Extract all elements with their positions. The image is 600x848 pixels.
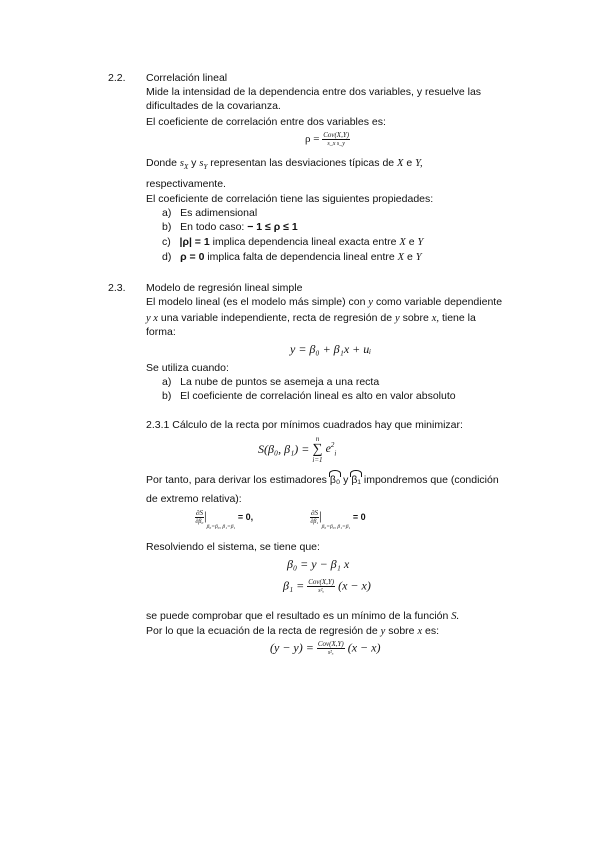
eq-denominator: s_x s_y [327, 141, 345, 147]
eq-lhs: (y − y) = [270, 640, 314, 655]
sigma-icon: ∑ [312, 442, 323, 457]
paragraph-line: Mide la intensidad de la dependencia entre dos variables, y resuelve las [146, 86, 482, 98]
deriv-den: ∂β₀ [195, 519, 204, 526]
sym: s [199, 158, 204, 169]
list-label: a) [162, 207, 172, 219]
text: El modelo lineal (es el modelo más simple) con [146, 296, 366, 308]
list-label: b) [162, 390, 172, 402]
sym: e [325, 441, 331, 456]
eq-numerator: Cov(X,Y) [308, 578, 335, 586]
math-x: y x [146, 313, 158, 324]
math-Y: Y, [415, 158, 423, 169]
eq-fraction [317, 640, 345, 657]
list-text: implica falta de dependencia lineal entre [207, 251, 395, 263]
eq-rhs: = 0, [237, 512, 254, 522]
list-label: d) [162, 251, 172, 263]
list-text: implica dependencia lineal exacta entre [212, 236, 397, 248]
math-Y: Y [417, 237, 424, 248]
sub: X [183, 163, 189, 172]
math-beta0-hat: β₀ [329, 474, 341, 486]
correlation-equation [305, 131, 350, 148]
math-s [199, 158, 208, 172]
paragraph-line: Resolviendo el sistema, se tiene que: [146, 541, 320, 553]
list-item [162, 221, 298, 234]
eval-bar: | [203, 508, 207, 523]
regression-line-equation [270, 640, 380, 657]
paragraph-line [146, 625, 439, 638]
text: una variable independiente, recta de regresión de [160, 312, 393, 324]
model-equation: y = β₀ + β₁x + uᵢ [290, 342, 372, 356]
text: e [406, 251, 413, 263]
sub: Y [203, 163, 208, 172]
eq-lhs: S(β₀, β₁) = [258, 442, 310, 456]
math-y: y [380, 626, 386, 637]
eq-rhs: (x − x) [347, 640, 381, 655]
list-math: − 1 ≤ ρ ≤ 1 [247, 221, 298, 233]
text: e [408, 236, 415, 248]
deriv-fraction [195, 509, 204, 526]
paragraph-line [146, 474, 499, 487]
sup: 2 [330, 441, 335, 450]
math-Y: Y [415, 252, 422, 263]
list-item [162, 236, 423, 249]
list-item [162, 376, 379, 389]
math-y: y [368, 297, 374, 308]
text: Donde [146, 157, 177, 169]
list-math: ρ = 0 [180, 251, 205, 263]
eval-sub: β₀=β₀, β₁=β₁ [321, 524, 351, 530]
math-y: y [394, 313, 400, 324]
paragraph-line: Se utiliza cuando: [146, 362, 229, 374]
eval-bar: | [318, 508, 322, 523]
paragraph-line: de extremo relativa): [146, 493, 242, 505]
paragraph-line [146, 157, 423, 174]
section-heading-2-3: Modelo de regresión lineal simple [146, 282, 303, 294]
text: Por lo que la ecuación de la recta de regresión de [146, 625, 378, 637]
paragraph-line: El coeficiente de correlación tiene las siguientes propiedades: [146, 193, 434, 205]
list-text: En todo caso: [180, 221, 245, 233]
list-label: b) [162, 221, 172, 233]
solution-beta1 [283, 578, 371, 595]
subsection-heading-2-3-1: 2.3.1 Cálculo de la recta por mínimos cuadrados hay que minimizar: [146, 419, 463, 431]
sum-symbol [312, 435, 322, 464]
list-item [162, 390, 456, 403]
eq-lhs: ρ = [305, 133, 320, 146]
eval-sub: β₀=β₀, β₁=β₁ [206, 524, 236, 530]
list-item [162, 251, 422, 264]
list-text: El coeficiente de correlación lineal es alto en valor absoluto [180, 390, 456, 402]
paragraph-line: El coeficiente de correlación entre dos variables es: [146, 116, 386, 128]
deriv-den: ∂β₁ [310, 519, 319, 526]
text: como variable dependiente [375, 296, 503, 308]
sym: s [179, 158, 184, 169]
text: representan las desviaciones típicas de [210, 157, 395, 169]
eq-fraction [307, 578, 335, 595]
list-text: La nube de puntos se asemeja a una recta [180, 376, 380, 388]
list-label: a) [162, 376, 172, 388]
section-number-2-3: 2.3. [108, 282, 126, 294]
math-x: x [417, 626, 423, 637]
text: sobre [388, 625, 415, 637]
sum-bottom: i=1 [312, 456, 323, 464]
math-beta1-hat: β₁ [351, 474, 361, 486]
eq-lhs: β₁ = [283, 578, 305, 593]
solution-beta0: β₀ = y − β₁ x [287, 557, 350, 571]
text: Por tanto, para derivar los estimadores [146, 474, 327, 486]
text: tiene la [441, 312, 476, 324]
text: y [191, 157, 197, 169]
eq-fraction [322, 131, 350, 148]
list-math: |ρ| = 1 [179, 236, 210, 248]
text: impondremos que (condición [363, 474, 499, 486]
text: se puede comprobar que el resultado es un mínimo de la función [146, 610, 449, 622]
math-S: S. [451, 611, 460, 622]
paragraph-line [146, 610, 459, 623]
eq-denominator: s²ₓ [327, 650, 334, 656]
deriv-num: ∂S [196, 509, 203, 518]
eq-numerator: Cov(X,Y) [323, 131, 350, 139]
text: y [343, 474, 349, 486]
sum-squares-equation [258, 435, 336, 464]
paragraph-line: forma: [146, 326, 176, 338]
list-item [162, 207, 257, 220]
text: sobre [402, 312, 429, 324]
sub: i [334, 449, 337, 458]
text: e [406, 157, 413, 169]
text: es: [425, 625, 440, 637]
eq-rhs: = 0 [352, 512, 366, 522]
paragraph-line: respectivamente. [146, 178, 226, 190]
math-X: X [397, 252, 405, 263]
math-X: X [399, 237, 406, 248]
deriv-fraction [310, 509, 319, 526]
paragraph-line [146, 312, 476, 325]
paragraph-line: dificultades de la covarianza. [146, 100, 281, 112]
eq-rhs: (x − x) [338, 578, 371, 593]
math-x: x, [431, 313, 440, 324]
eq-denominator: s²ₓ [318, 588, 325, 594]
eq-numerator: Cov(X,Y) [317, 640, 344, 648]
sum-top: n [315, 435, 320, 443]
list-text: Es adimensional [180, 207, 258, 219]
math-X: X [397, 158, 404, 169]
paragraph-line [146, 296, 502, 309]
section-heading-2-2: Correlación lineal [146, 72, 228, 84]
deriv-num: ∂S [311, 509, 318, 518]
math-s [179, 158, 189, 172]
section-number-2-2: 2.2. [108, 72, 126, 84]
sum-term [325, 441, 337, 458]
list-label: c) [162, 236, 171, 248]
